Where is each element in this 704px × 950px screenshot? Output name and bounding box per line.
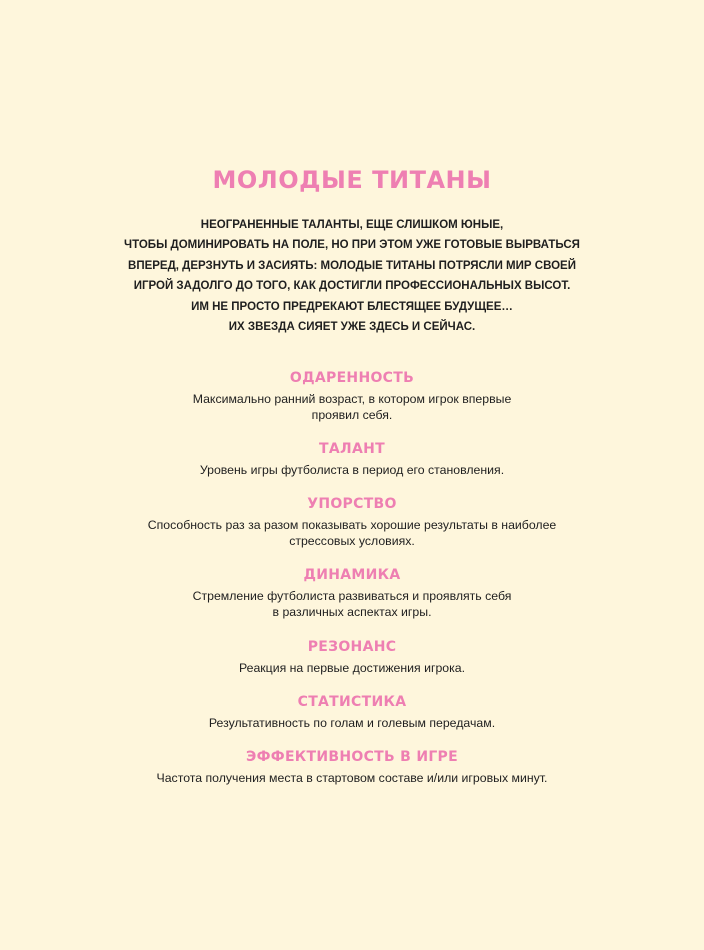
intro-line: ЧТОБЫ ДОМИНИРОВАТЬ НА ПОЛЕ, НО ПРИ ЭТОМ УЖЕ ГОТОВЫЕ ВЫРВАТЬСЯ (124, 239, 580, 252)
section-heading: ДИНАМИКА (303, 567, 401, 583)
description-line: Способность раз за разом показывать хорошие результаты в наиболее (147, 518, 557, 532)
intro-line: НЕОГРАНЕННЫЕ ТАЛАНТЫ, ЕЩЕ СЛИШКОМ ЮНЫЕ, (200, 219, 504, 231)
section-talent (0, 440, 704, 478)
section-description (0, 660, 704, 676)
intro-line: ИГРОЙ ЗАДОЛГО ДО ТОГО, КАК ДОСТИГЛИ ПРОФЕССИОНАЛЬНЫХ ВЫСОТ. (133, 280, 571, 293)
section-resonance (0, 638, 704, 676)
section-description (0, 588, 704, 620)
intro-line: ИХ ЗВЕЗДА СИЯЕТ УЖЕ ЗДЕСЬ И СЕЙЧАС. (228, 321, 476, 334)
section-giftedness (0, 369, 704, 423)
intro-line: ВПЕРЕД, ДЕРЗНУТЬ И ЗАСИЯТЬ: МОЛОДЫЕ ТИТАНЫ ПОТРЯСЛИ МИР СВОЕЙ (128, 259, 576, 272)
section-heading: ТАЛАНТ (319, 441, 385, 457)
section-heading: УПОРСТВО (307, 496, 397, 512)
section-description (0, 517, 704, 549)
description-line: проявил себя. (311, 408, 393, 422)
section-game-efficiency (0, 748, 704, 786)
section-heading: ОДАРЕННОСТЬ (289, 370, 415, 386)
description-line: Результативность по голам и голевым передачам. (208, 716, 496, 730)
description-line: Стремление футболиста развиваться и проявлять себя (192, 589, 512, 603)
section-heading: РЕЗОНАНС (307, 639, 397, 655)
description-line: в различных аспектах игры. (272, 605, 432, 619)
section-statistics (0, 693, 704, 731)
section-description (0, 462, 704, 478)
description-line: Реакция на первые достижения игрока. (238, 661, 466, 675)
section-persistence (0, 495, 704, 549)
description-line: Уровень игры футболиста в период его становления. (199, 463, 505, 477)
description-line: стрессовых условиях. (289, 534, 415, 548)
page-title: МОЛОДЫЕ ТИТАНЫ (212, 166, 492, 194)
description-line: Частота получения места в стартовом составе и/или игровых минут. (156, 771, 548, 785)
section-description (0, 391, 704, 423)
intro-line: ИМ НЕ ПРОСТО ПРЕДРЕКАЮТ БЛЕСТЯЩЕЕ БУДУЩЕЕ… (191, 300, 513, 313)
section-heading: ЭФФЕКТИВНОСТЬ В ИГРЕ (246, 749, 458, 765)
description-line: Максимально ранний возраст, в котором игрок впервые (192, 392, 512, 406)
section-description (0, 715, 704, 731)
intro-paragraph (0, 215, 704, 337)
section-description (0, 770, 704, 786)
section-heading: СТАТИСТИКА (297, 694, 407, 710)
section-dynamics (0, 566, 704, 620)
